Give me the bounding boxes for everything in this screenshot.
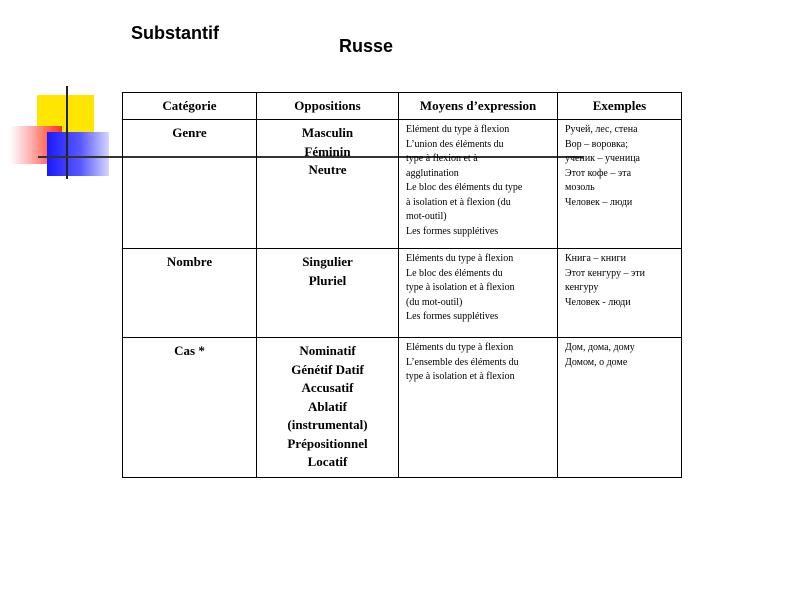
exemple-line: Человек – люди xyxy=(565,196,633,208)
exemple-line: Этот кофе – эта xyxy=(565,167,632,179)
decorative-vertical-line xyxy=(66,86,68,179)
cell-category: Cas * xyxy=(123,338,257,478)
opposition-item: Singulier xyxy=(302,254,353,269)
cell-category: Genre xyxy=(123,120,257,249)
header-oppositions: Oppositions xyxy=(257,93,399,120)
exemple-line: Вор – воровка; xyxy=(565,138,628,150)
cell-moyens xyxy=(399,120,558,249)
moyen-line: Le bloc des éléments du xyxy=(406,267,503,279)
cell-oppositions xyxy=(257,249,399,338)
exemple-line: Человек - люди xyxy=(565,296,631,308)
moyen-line: Le bloc des éléments du type xyxy=(406,182,523,193)
moyen-line: (du mot-outil) xyxy=(406,296,463,308)
cell-category: Nombre xyxy=(123,249,257,338)
moyen-line: type à flexion et à xyxy=(406,153,478,164)
opposition-item: (instrumental) xyxy=(287,417,368,432)
exemple-line: кенгуру xyxy=(565,282,599,293)
moyen-line: Les formes supplétives xyxy=(406,225,499,237)
opposition-item: Accusatif xyxy=(301,380,354,395)
opposition-item: Nominatif xyxy=(299,343,356,358)
grammar-table xyxy=(122,92,681,468)
moyen-line: mot-outil) xyxy=(406,211,447,222)
opposition-item: Neutre xyxy=(308,162,347,177)
cell-moyens xyxy=(399,249,558,338)
exemple-line: Ручей, лес, стена xyxy=(565,124,638,135)
moyen-line: L’ensemble des éléments du xyxy=(406,356,519,368)
opposition-item: Ablatif xyxy=(308,398,347,414)
opposition-item: Prépositionnel xyxy=(287,435,368,451)
moyen-line: L’union des éléments du xyxy=(406,138,504,150)
opposition-item: Féminin xyxy=(304,143,351,159)
cell-oppositions xyxy=(257,338,399,478)
header-moyens: Moyens d’expression xyxy=(399,93,558,120)
cell-exemples xyxy=(558,338,682,478)
moyen-line: à isolation et à flexion (du xyxy=(406,196,511,208)
table-row xyxy=(123,338,682,478)
table-row xyxy=(123,120,682,249)
opposition-item: Génétif Datif xyxy=(291,361,364,377)
cell-moyens xyxy=(399,338,558,478)
slide-subtitle: Russe xyxy=(339,36,394,56)
cell-oppositions xyxy=(257,120,399,249)
moyen-line: type à isolation et à flexion xyxy=(406,371,515,382)
table-header-row xyxy=(123,93,682,120)
exemple-line: Книга – книги xyxy=(565,253,626,264)
table-row xyxy=(123,249,682,338)
cell-exemples xyxy=(558,120,682,249)
header-categorie: Catégorie xyxy=(123,93,257,120)
header-exemples: Exemples xyxy=(558,93,682,120)
exemple-line: Этот кенгуру – эти xyxy=(565,267,645,279)
moyen-line: type à isolation et à flexion xyxy=(406,282,515,293)
opposition-item: Locatif xyxy=(307,454,348,469)
opposition-item: Masculin xyxy=(301,125,354,140)
opposition-item: Pluriel xyxy=(308,272,347,288)
moyen-line: Les formes supplétives xyxy=(406,311,499,322)
exemple-line: Дом, дома, дому xyxy=(565,342,635,353)
moyen-line: Elément du type à flexion xyxy=(406,124,510,135)
moyen-line: Eléments du type à flexion xyxy=(406,253,514,264)
exemple-line: Домом, о доме xyxy=(565,356,628,368)
exemple-line: мозоль xyxy=(565,182,595,193)
decorative-blue-square xyxy=(47,132,109,176)
slide-title: Substantif xyxy=(131,23,219,43)
moyen-line: Eléments du type à flexion xyxy=(406,342,514,353)
moyen-line: agglutination xyxy=(406,167,459,179)
exemple-line: ученик – ученица xyxy=(565,153,640,164)
cell-exemples xyxy=(558,249,682,338)
